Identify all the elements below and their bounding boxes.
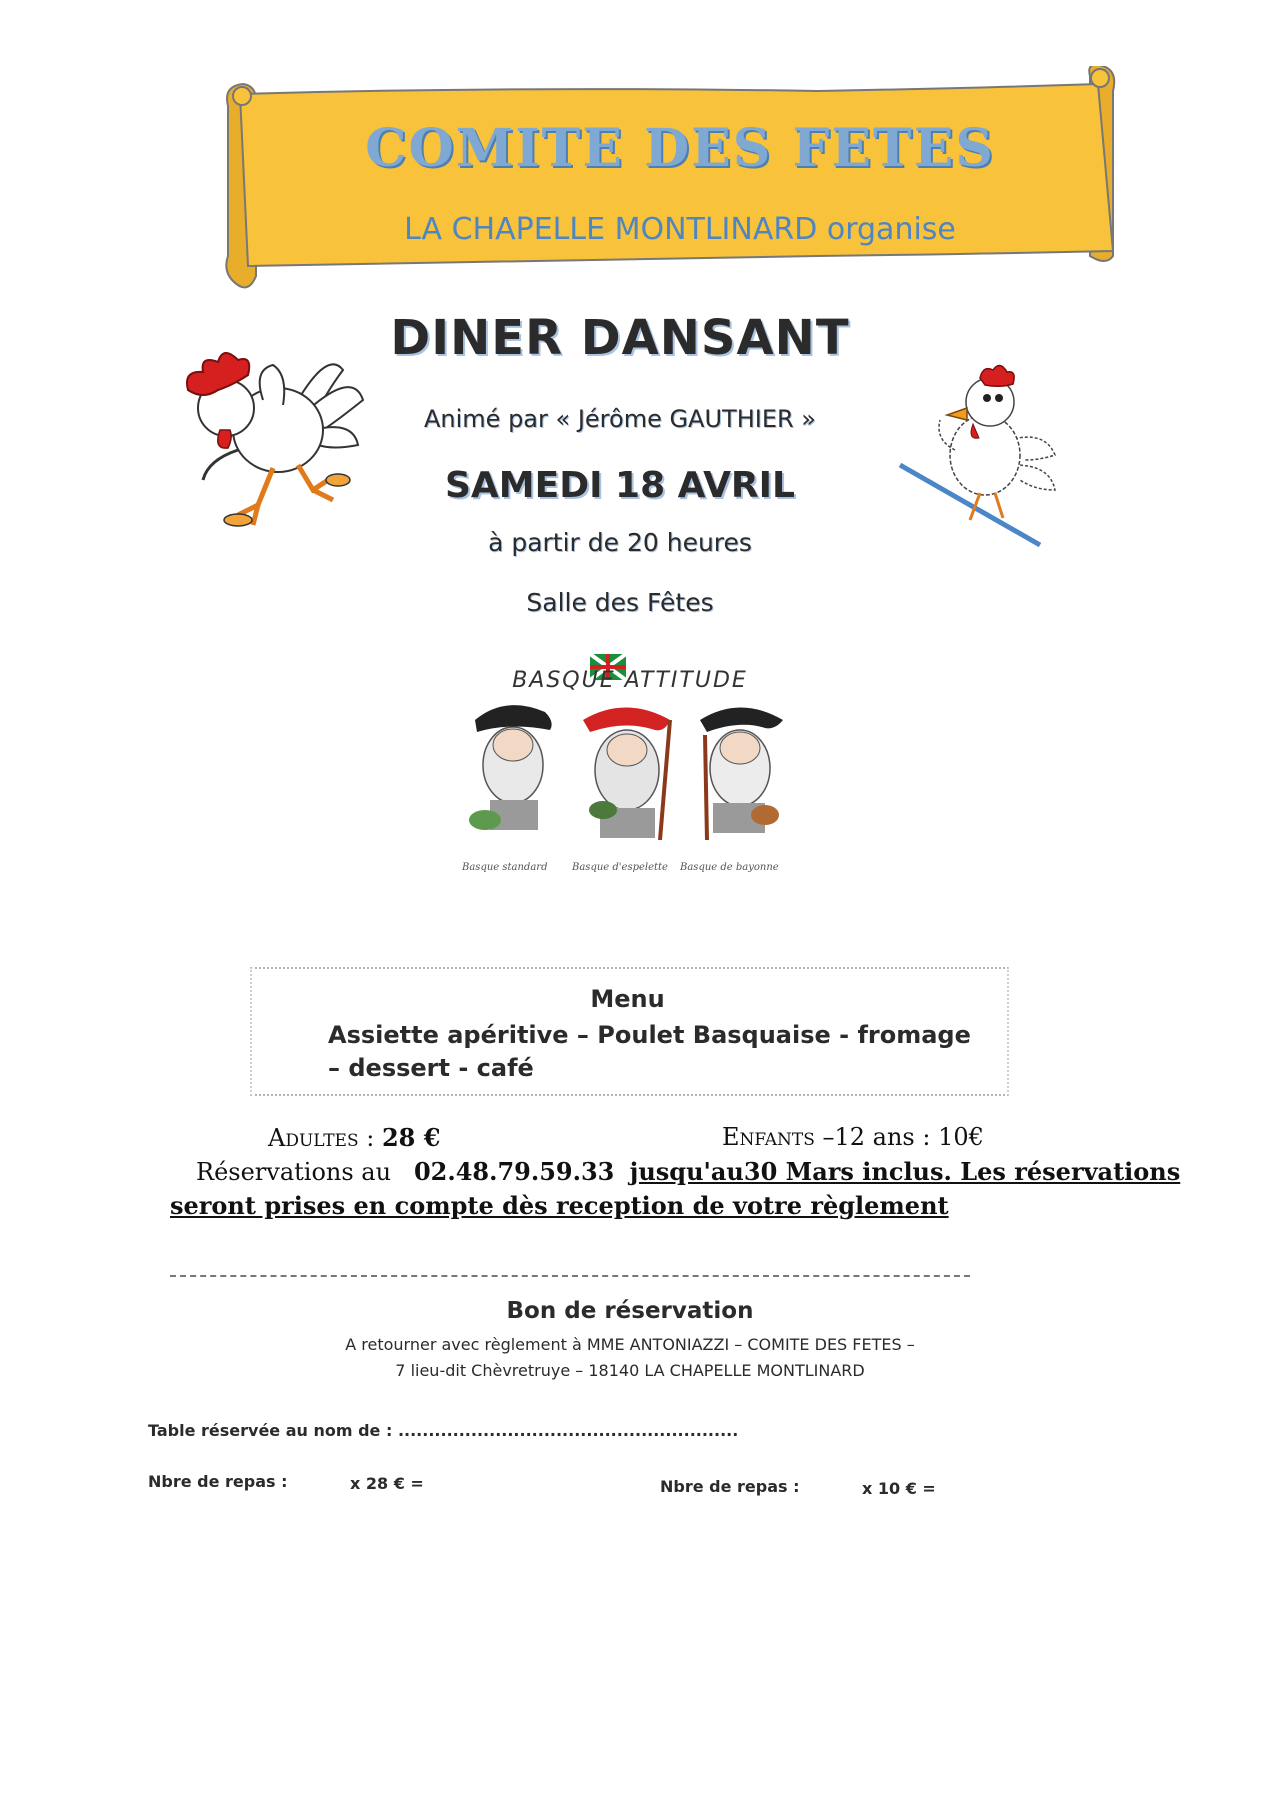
reservation-phone: 02.48.79.59.33 xyxy=(413,1157,615,1186)
enfants-label: Enfants xyxy=(722,1123,815,1151)
menu-line-1: Assiette apéritive – Poulet Basquaise - fromage xyxy=(328,1021,971,1049)
basque-caption-3: Basque de bayonne xyxy=(680,862,779,873)
basque-logo-title: BASQUE ATTITUDE xyxy=(512,668,748,693)
cut-line xyxy=(170,1275,970,1277)
adultes-label: Adultes xyxy=(268,1124,359,1152)
bon-title: Bon de réservation xyxy=(506,1298,754,1324)
adult-repas-calc[interactable]: x 28 € = xyxy=(350,1474,424,1493)
event-venue: Salle des Fêtes xyxy=(526,588,714,617)
reservation-prefix: Réservations au xyxy=(196,1158,392,1186)
event-date: SAMEDI 18 AVRIL xyxy=(445,465,795,506)
basque-caption-2: Basque d'espelette xyxy=(572,862,668,873)
menu-line-2: – dessert - café xyxy=(328,1054,534,1082)
reservation-line-2: seront prises en compte dès reception de votre règlement xyxy=(170,1191,949,1220)
adult-repas-label: Nbre de repas : xyxy=(148,1472,288,1491)
bon-address-line-2: 7 lieu-dit Chèvretruye – 18140 LA CHAPELLE MONTLINARD xyxy=(395,1361,865,1380)
table-name-field[interactable]: Table réservée au nom de : ........................................................ xyxy=(148,1421,739,1440)
price-enfants xyxy=(722,1123,984,1151)
price-adultes xyxy=(268,1123,440,1152)
rooster-right-illustration xyxy=(895,360,1075,555)
rooster-left-illustration xyxy=(178,330,398,540)
event-time: à partir de 20 heures xyxy=(488,528,752,557)
enfants-price: –12 ans : 10€ xyxy=(814,1123,984,1151)
basque-caption-1: Basque standard xyxy=(462,862,548,873)
child-repas-calc[interactable]: x 10 € = xyxy=(862,1479,936,1498)
reservation-deadline: jusqu'au30 Mars inclus. Les réservations xyxy=(629,1157,1181,1186)
bon-address-line-1: A retourner avec règlement à MME ANTONIAZZI – COMITE DES FETES – xyxy=(345,1335,915,1354)
banner-subtitle: LA CHAPELLE MONTLINARD organise xyxy=(404,212,956,247)
event-host: Animé par « Jérôme GAUTHIER » xyxy=(424,405,816,433)
adultes-separator: : xyxy=(358,1124,382,1152)
adultes-price: 28 € xyxy=(381,1123,441,1152)
reservation-line-1 xyxy=(196,1157,1180,1186)
menu-title: Menu xyxy=(590,985,665,1013)
event-title: DINER DANSANT xyxy=(390,310,850,366)
child-repas-label: Nbre de repas : xyxy=(660,1477,800,1496)
banner-title: COMITE DES FETES xyxy=(365,118,995,179)
